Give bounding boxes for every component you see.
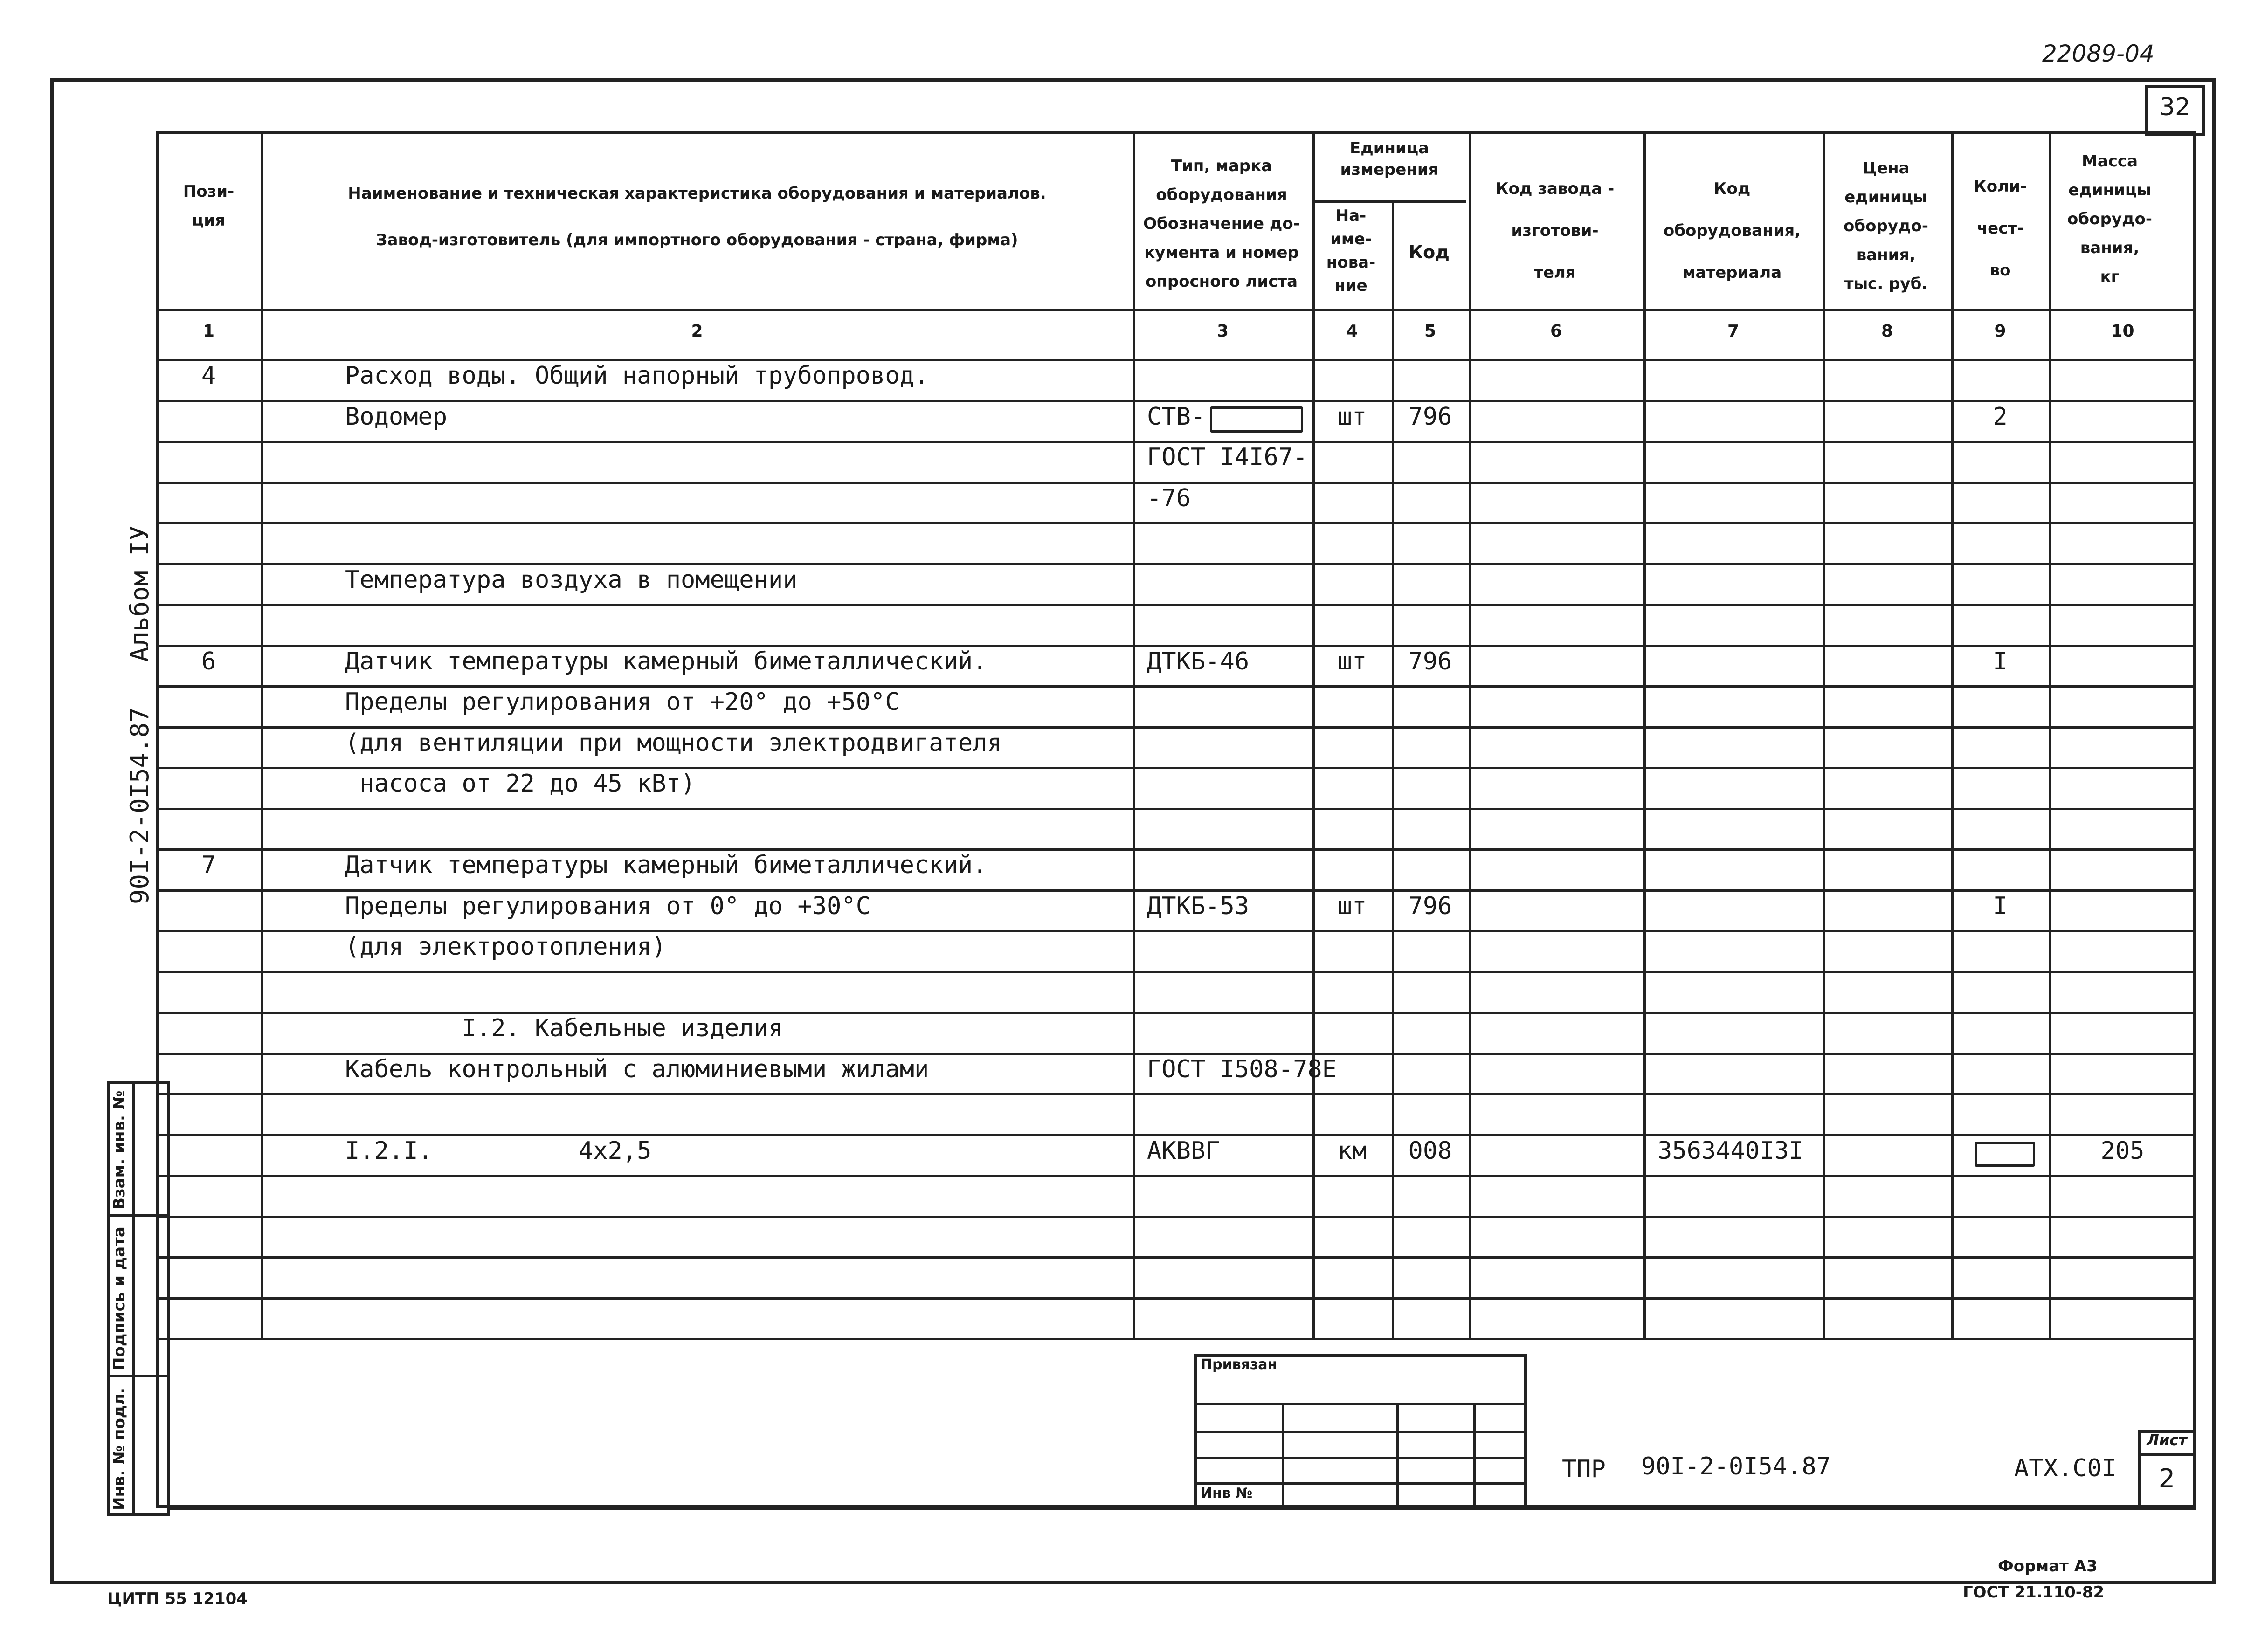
header-name: Наименование и техническая характеристика оборудования и материалов. Завод-изготовитель (для импортного оборудования - страна, фирма) xyxy=(348,184,1046,249)
header-unit-code: Код xyxy=(1409,242,1450,262)
column-number: 8 xyxy=(1881,322,1893,341)
tpr-label: ТПР xyxy=(1562,1455,1606,1483)
cell-qty: I xyxy=(1993,892,2008,920)
album-label: Альбом IУ xyxy=(125,525,154,662)
row-line xyxy=(156,726,2196,729)
row-line xyxy=(156,1134,2196,1136)
stamp-signature-label: Подпись и дата xyxy=(110,1226,129,1370)
column-number: 9 xyxy=(1994,322,2006,341)
blank-quantity-field xyxy=(1975,1142,2035,1167)
column-line xyxy=(1951,131,1954,1338)
column-line xyxy=(1823,131,1825,1338)
cell-name: Датчик температуры камерный биметаллический. xyxy=(345,851,987,879)
column-line xyxy=(261,131,263,1338)
header-bottom-line xyxy=(156,309,2196,311)
column-number: 7 xyxy=(1727,322,1740,341)
cell-equip-code: 3563440I3I xyxy=(1657,1136,1804,1165)
row-line xyxy=(156,1338,2196,1340)
header-plant-code: Код завода - изготови- теля xyxy=(1495,179,1615,282)
cell-name: Кабель контрольный с алюминиевыми жилами xyxy=(345,1055,929,1083)
sheet-number: 2 xyxy=(2158,1464,2175,1494)
blank-type-field xyxy=(1210,406,1303,433)
stamp-inv-label: Инв. № подл. xyxy=(110,1387,129,1510)
row-line xyxy=(156,604,2196,606)
row-line xyxy=(156,400,2196,402)
cell-unit: шт xyxy=(1337,892,1367,920)
footer-format: Формат А3 xyxy=(1998,1557,2098,1576)
header-unit-name: На- име- нова- ние xyxy=(1326,206,1376,295)
title-code: АТХ.С0I xyxy=(2014,1454,2117,1482)
row-line xyxy=(156,482,2196,484)
document-number: 22089-04 xyxy=(2042,40,2154,67)
header-mass: Масса единицы оборудо- вания, кг xyxy=(2067,152,2152,286)
cell-name: Датчик температуры камерный биметаллический. xyxy=(345,647,987,675)
row-line xyxy=(156,685,2196,688)
row-line xyxy=(156,645,2196,647)
row-line xyxy=(156,971,2196,973)
cell-type: ДТКБ-46 xyxy=(1147,647,1250,675)
column-number: 1 xyxy=(202,322,215,341)
cell-type: -76 xyxy=(1147,484,1191,512)
inv-no-label: Инв № xyxy=(1201,1485,1253,1501)
cell-pos: 7 xyxy=(201,851,216,879)
cell-type: ДТКБ-53 xyxy=(1147,892,1250,920)
row-line xyxy=(156,522,2196,524)
row-line xyxy=(156,1093,2196,1095)
header-unit-group: Единица измерения xyxy=(1340,139,1439,179)
cell-type: ГОСТ I4I67- xyxy=(1147,443,1308,471)
cell-type: АКВВГ xyxy=(1147,1136,1220,1165)
footer-left: ЦИТП 55 12104 xyxy=(107,1590,248,1608)
title-project-number: 90I-2-0I54.87 xyxy=(1641,1452,1831,1480)
row-line xyxy=(156,1053,2196,1055)
column-line xyxy=(1133,131,1135,1338)
column-number: 3 xyxy=(1216,322,1229,341)
row-line xyxy=(156,930,2196,932)
cell-type: СТВ- xyxy=(1147,402,1206,431)
footer-gost: ГОСТ 21.110-82 xyxy=(1963,1583,2105,1602)
cell-name: Пределы регулирования от 0° до +30°С xyxy=(345,892,871,920)
header-quantity: Коли- чест- во xyxy=(1974,177,2027,280)
cell-name: Температура воздуха в помещении xyxy=(345,565,798,594)
header-position: Пози- ция xyxy=(183,182,235,230)
page-number: 32 xyxy=(2159,93,2191,121)
cell-mass: 205 xyxy=(2100,1136,2145,1165)
cell-name: Пределы регулирования от +20° до +50°С xyxy=(345,688,900,716)
row-line xyxy=(156,441,2196,443)
column-number: 4 xyxy=(1346,322,1358,341)
cell-qty: I xyxy=(1993,647,2008,675)
row-line xyxy=(156,848,2196,851)
cell-unit: шт xyxy=(1337,647,1367,675)
row-line xyxy=(156,889,2196,892)
column-line xyxy=(1469,131,1471,1338)
cell-qty: 2 xyxy=(1993,402,2008,431)
header-price: Цена единицы оборудо- вания, тыс. руб. xyxy=(1844,159,1928,293)
cell-unit: км xyxy=(1337,1136,1367,1165)
column-number: 6 xyxy=(1550,322,1562,341)
cell-name: Расход воды. Общий напорный трубопровод. xyxy=(345,362,929,390)
privyazan-label: Привязан xyxy=(1201,1356,1277,1373)
stamp-replace-label: Взам. инв. № xyxy=(110,1090,129,1210)
row-line xyxy=(156,1175,2196,1177)
cell-type: ГОСТ I508-78Е xyxy=(1147,1055,1337,1083)
cell-name: Водомер xyxy=(345,402,448,431)
column-line xyxy=(1392,200,1394,1338)
cell-name: насоса от 22 до 45 кВт) xyxy=(345,770,696,798)
column-number: 2 xyxy=(691,322,703,341)
column-number: 5 xyxy=(1424,322,1436,341)
row-line xyxy=(156,1256,2196,1259)
cell-code: 796 xyxy=(1408,892,1452,920)
row-line xyxy=(156,1012,2196,1014)
cell-pos: 6 xyxy=(201,647,216,675)
header-equipment-code: Код оборудования, материала xyxy=(1663,179,1801,282)
row-line xyxy=(156,1216,2196,1218)
row-line xyxy=(156,1297,2196,1300)
header-type: Тип, марка оборудования Обозначение до- кумента и номер опросного листа xyxy=(1143,157,1300,291)
cell-code: 008 xyxy=(1408,1136,1452,1165)
row-line xyxy=(156,808,2196,810)
project-margin-label: 90I-2-0I54.87 xyxy=(125,707,154,904)
cell-name: (для вентиляции при мощности электродвигателя xyxy=(345,729,1002,757)
row-line xyxy=(156,563,2196,565)
cell-unit: шт xyxy=(1337,402,1367,431)
column-number-line xyxy=(156,359,2196,361)
row-line xyxy=(156,767,2196,769)
cell-name: I.2. Кабельные изделия xyxy=(345,1014,783,1042)
cell-name: I.2.I. 4х2,5 xyxy=(345,1136,652,1165)
cell-code: 796 xyxy=(1408,647,1452,675)
column-line xyxy=(1643,131,1646,1338)
cell-pos: 4 xyxy=(201,362,216,390)
cell-name: (для электроотопления) xyxy=(345,933,666,961)
column-number: 10 xyxy=(2111,322,2134,341)
cell-code: 796 xyxy=(1408,402,1452,431)
sheet-label: Лист xyxy=(2147,1431,2187,1449)
unit-group-line xyxy=(1312,200,1466,203)
